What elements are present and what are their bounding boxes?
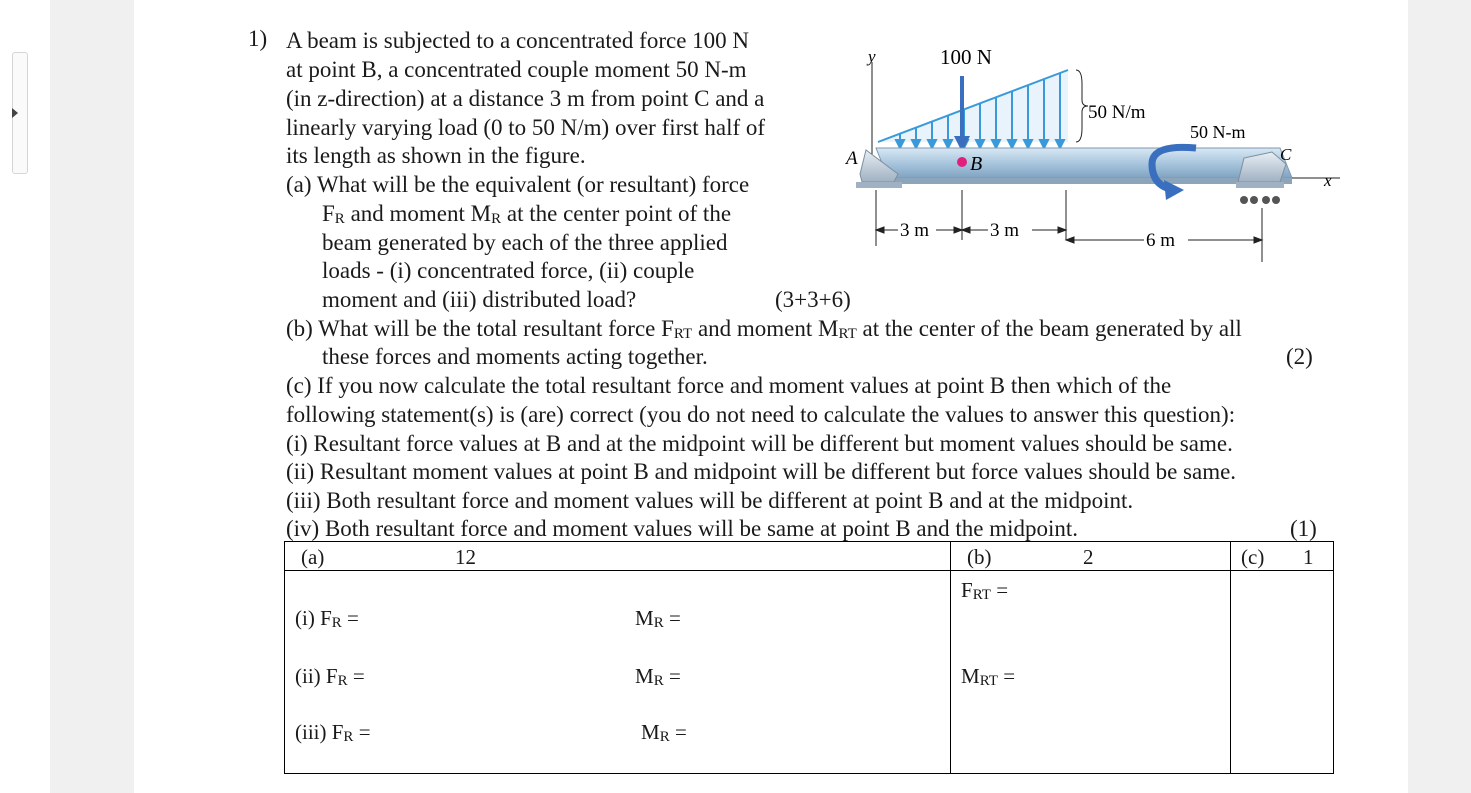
force-label: 100 N xyxy=(940,45,992,69)
part-c-option-3: (iii) Both resultant force and moment values will be different at point B and at the midpoint. xyxy=(286,488,1134,513)
fr-row-2: (ii) $F_R$ = xyxy=(295,664,365,689)
mr-row-3: $M_R$ = xyxy=(641,720,687,745)
point-c-label: C xyxy=(1280,145,1292,164)
frt-cell: $F_{RT}$ = xyxy=(961,578,1009,603)
intro-line-1: A beam is subjected to a concentrated force 100 N xyxy=(286,28,750,53)
left-panel xyxy=(0,0,50,793)
part-c-option-2: (ii) Resultant moment values at point B and midpoint will be different but force values should be same. xyxy=(286,459,1237,484)
part-b-line-1: (b) What will be the total resultant force $F_{RT}$ and moment $M_{RT}$ at the center of the beam generated by all xyxy=(286,316,1242,342)
part-c-option-1: (i) Resultant force values at B and at the midpoint will be different but moment values should be same. xyxy=(286,431,1233,456)
intro-line-3: (in z-direction) at a distance 3 m from point C and a xyxy=(286,86,765,111)
intro-line-2: at point B, a concentrated couple moment 50 N-m xyxy=(286,57,747,82)
fr-row-1: (i) $F_R$ = xyxy=(295,606,359,631)
table-divider-bc xyxy=(1230,542,1231,773)
mr-row-2: $M_R$ = xyxy=(635,664,681,689)
part-a-line-4: loads - (i) concentrated force, (ii) couple xyxy=(322,258,695,283)
dimension-lines xyxy=(876,190,1262,262)
part-a-marks: (3+3+6) xyxy=(775,287,851,312)
table-divider-ab xyxy=(950,542,951,773)
part-c-line-1: (c) If you now calculate the total resultant force and moment values at point B then which of the xyxy=(286,373,1172,398)
col-a-label: (a) xyxy=(301,545,325,569)
point-b-marker xyxy=(957,157,967,167)
part-a-line-1: (a) What will be the equivalent (or resultant) force xyxy=(286,172,750,197)
question-number: 1) xyxy=(248,26,268,51)
part-c-option-4: (iv) Both resultant force and moment values will be same at point B and the midpoint. xyxy=(286,516,1079,541)
dim-label-2: 3 m xyxy=(990,220,1020,241)
part-c-line-2: following statement(s) is (are) correct (you do not need to calculate the values to answer this question): xyxy=(286,402,1236,427)
part-c-marks: (1) xyxy=(1290,516,1317,541)
answer-table xyxy=(284,541,1334,774)
intro-line-5: its length as shown in the figure. xyxy=(286,143,586,168)
load-brace xyxy=(1076,70,1088,142)
beam-figure xyxy=(840,40,1350,270)
col-c-label: (c) xyxy=(1241,545,1265,569)
part-b-marks: (2) xyxy=(1286,344,1313,369)
col-b-label: (b) xyxy=(967,545,992,569)
expand-arrow-icon[interactable] xyxy=(12,108,18,118)
roller-3 xyxy=(1262,196,1270,204)
mrt-cell: $M_{RT}$ = xyxy=(961,664,1016,689)
x-axis-label: x xyxy=(1324,171,1332,190)
roller-4 xyxy=(1272,196,1280,204)
roller-1 xyxy=(1240,196,1248,204)
col-a-marks: 12 xyxy=(455,545,476,569)
dim-label-3: 6 m xyxy=(1146,230,1176,251)
part-a-line-2: $F_R$ and moment $M_R$ at the center point of the xyxy=(322,201,732,227)
part-a-line-3: beam generated by each of the three applied xyxy=(322,230,728,255)
beam-shadow xyxy=(888,178,1292,184)
dist-load-label: 50 N/m xyxy=(1088,102,1146,123)
fr-row-3: (iii) $F_R$ = xyxy=(295,720,371,745)
col-b-marks: 2 xyxy=(1083,545,1094,569)
dim-label-1: 3 m xyxy=(900,220,930,241)
beam xyxy=(876,148,1292,178)
point-b-label: B xyxy=(970,153,983,175)
intro-line-4: linearly varying load (0 to 50 N/m) over first half of xyxy=(286,115,766,140)
col-c-marks: 1 xyxy=(1303,545,1314,569)
part-a-line-5: moment and (iii) distributed load? xyxy=(322,287,637,312)
table-header-divider xyxy=(285,570,1333,571)
point-a-label: A xyxy=(846,148,858,169)
support-a-base xyxy=(856,182,902,188)
moment-label: 50 N-m xyxy=(1190,122,1246,142)
mr-row-1: $M_R$ = xyxy=(635,606,681,631)
part-b-line-2: these forces and moments acting together. xyxy=(322,344,708,369)
y-axis-label: y xyxy=(868,47,876,66)
roller-2 xyxy=(1250,196,1258,204)
support-c-base xyxy=(1236,182,1284,188)
